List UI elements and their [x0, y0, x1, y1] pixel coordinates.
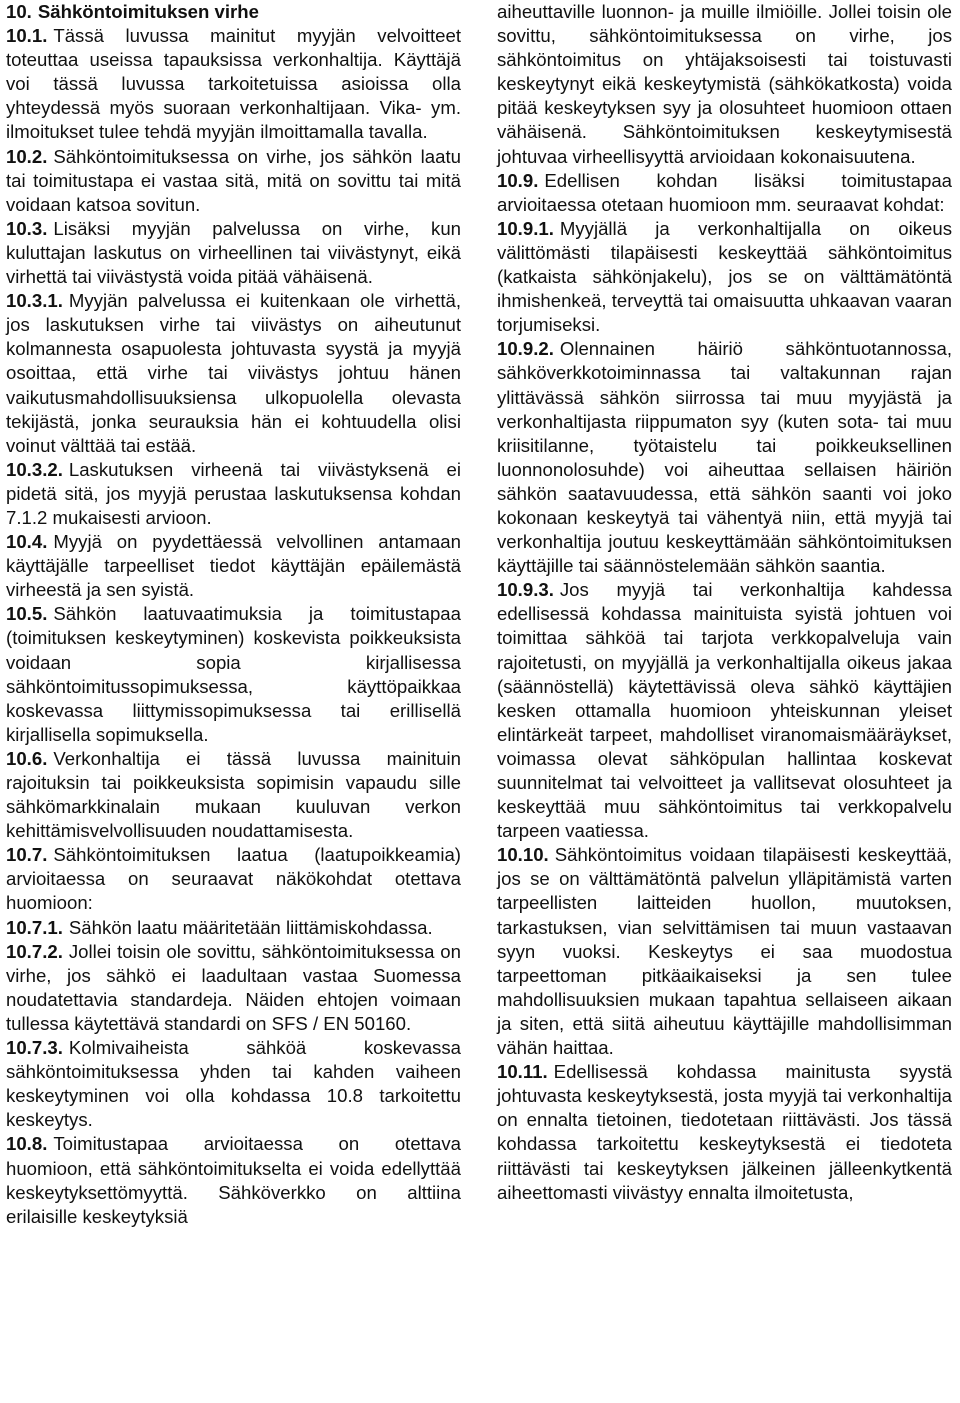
clause-number: 10.3. — [6, 217, 48, 239]
clause-number: 10.5. — [6, 603, 48, 625]
clause-number: 10.9.2. — [497, 338, 554, 360]
clause-number: 10.11. — [497, 1061, 548, 1083]
clause-text: Toimitustapaa arvioitaessa on otettava huomioon, että sähköntoimitukselta ei voida edellyttää keskeytyksettömyyttä. Sähköverkko on alttiina erilaisille keskeytyksiä — [6, 1133, 461, 1227]
clause-text: Lisäksi myyjän palvelussa on virhe, kun kuluttajan laskutus on virheellinen tai viivästynyt, eikä virhettä tai viivästystä voida pitää vähäisenä. — [6, 217, 461, 288]
clause-text: Laskutuksen virheenä tai viivästyksenä ei pidetä sitä, jos myyjä perustaa laskutuksensa kohdan 7.1.2 mukaisesti arvioon. — [6, 458, 461, 528]
heading-text: Sähköntoimituksen virhe — [37, 1, 259, 22]
clause-text: aiheuttaville luonnon- ja muille ilmiöille. Jollei toisin ole sovittu, sähköntoimituksessa on virhe, jos sähköntoimitus on yhtäjaksoisesti tai toistuvasti keskeytynyt eikä keskeytymistä (sähkökatkosta) voida pitää keskeytyksen syy ja olosuhteet huomioon ottaen vähäisenä. Sähköntoimituksen keskeytymisestä johtuvaa virheellisyyttä arvioidaan kokonaisuutena. — [497, 1, 952, 167]
clause-text: Kolmivaiheista sähköä koskevassa sähköntoimituksessa yhden tai kahden vaiheen keskeytyminen voi olla kohdassa 10.8 tarkoitettu keskeytys. — [6, 1037, 461, 1131]
clause-paragraph — [6, 1132, 461, 1228]
clause-paragraph — [6, 530, 461, 602]
clause-number: 10.2. — [6, 145, 48, 167]
clause-text: Edellisen kohdan lisäksi toimitustapaa arvioitaessa otetaan huomioon mm. seuraavat kohdat: — [497, 169, 952, 215]
section-heading — [6, 0, 461, 24]
clause-paragraph — [6, 217, 461, 289]
clause-number: 10.9. — [497, 169, 539, 191]
clause-number: 10.7.2. — [6, 940, 63, 962]
clause-text: Sähköntoimituksen laatua (laatupoikkeamia) arvioitaessa on seuraavat näkökohdat otettava huomioon: — [6, 844, 461, 914]
clause-text: Myyjä on pyydettäessä velvollinen antamaan käyttäjälle tarpeelliset tiedot käyttäjän epäilemästä virheestä ja sen syistä. — [6, 531, 461, 601]
clause-number: 10.9.3. — [497, 579, 554, 601]
clause-number: 10.1. — [6, 25, 48, 47]
clause-paragraph — [6, 747, 461, 843]
right-column — [497, 0, 952, 1403]
clause-number: 10.8. — [6, 1133, 48, 1155]
clause-number: 10.9.1. — [497, 217, 554, 239]
clause-paragraph — [6, 458, 461, 530]
clause-paragraph — [6, 289, 461, 458]
clause-number: 10.4. — [6, 531, 48, 553]
clause-paragraph — [6, 24, 461, 144]
clause-number: 10.3.1. — [6, 290, 63, 312]
clause-paragraph — [497, 0, 952, 169]
clause-number: 10.3.2. — [6, 458, 63, 480]
clause-text: Jollei toisin ole sovittu, sähköntoimituksessa on virhe, jos sähkö ei laadultaan vastaa Suomessa noudatettavia standardeja. Näiden ehtojen voimaan tullessa käytettävä standardi on SFS / EN 50160. — [6, 940, 461, 1034]
clause-text: Jos myyjä tai verkonhaltija kahdessa edellisessä kohdassa mainituista syistä johtuen voi toimittaa sähköä tai tarjota verkkopalveluja vain rajoitetusti, on myyjällä ja verkonhaltijalla oikeus jakaa (säännöstellä) käytettävissä oleva sähkö käyttäjien kesken ottamalla huomioon yhteiskunnan yleiset elintärkeät tarpeet, mahdolliset viranomaismääräykset, voimassa olevat sähköpulan hallintaa koskevat suunnitelmat tai velvoitteet ja vallitsevat olosuhteet ja keskeyttää muu sähköntoimitus tai verkkopalvelu tarpeen vaatiessa. — [497, 579, 952, 842]
clause-paragraph — [6, 940, 461, 1036]
clause-paragraph — [6, 1036, 461, 1132]
clause-text: Sähkön laatuvaatimuksia ja toimitustapaa (toimituksen keskeytyminen) koskevista poikkeuksista voidaan sopia kirjallisessa sähköntoimitussopimuksessa, käyttöpaikkaa koskevassa liittymissopimuksessa tai erillisellä kirjallisella sopimuksella. — [6, 603, 461, 745]
clause-paragraph — [497, 217, 952, 337]
clause-paragraph — [6, 602, 461, 747]
clause-number: 10.7.1. — [6, 916, 63, 938]
clause-number: 10.10. — [497, 844, 549, 866]
clause-number: 10.7.3. — [6, 1037, 63, 1059]
clause-paragraph — [6, 843, 461, 915]
clause-number: 10. — [6, 1, 32, 22]
clause-number: 10.7. — [6, 844, 48, 866]
clause-text: Olennainen häiriö sähköntuotannossa, sähköverkkotoiminnassa tai valtakunnan rajan ylittävässä sähkön siirrossa tai muu myyjästä ja verkonhaltijasta riippumaton syy (kuten sota- tai muu kriisitilanne, työtaistelu tai poikkeuksellinen luonnonolosuhde) voi aiheuttaa sellaisen häiriön sähkön saatavuudessa, että sähkön saanti voi joko kokonaan keskeytyä tai vähentyä niin, että myyjä tai verkonhaltija joutuu keskeyttämään sähköntoimituksen käyttäjille tai säännöstelemään sähkön saantia. — [497, 338, 952, 577]
clause-text: Myyjällä ja verkonhaltijalla on oikeus välittömästi tilapäisesti keskeyttää sähköntoimitus (katkaista sähkönjakelu), jos se on välttämätöntä ihmishenkeä, terveyttä tai omaisuutta uhkaavan vaaran torjumiseksi. — [497, 217, 952, 336]
clause-paragraph — [497, 337, 952, 578]
clause-text: Edellisessä kohdassa mainitusta syystä johtuvasta keskeytyksestä, josta myyjä tai verkonhaltija on ennalta tietoinen, tiedotetaan riittävästi. Jos tässä kohdassa tarkoitettu keskeytyksestä ei tiedoteta riittävästi tai keskeytyksen jälkeinen jälleenkytkentä aiheettomasti viivästyy ennalta ilmoitetusta, — [497, 1061, 952, 1203]
clause-paragraph — [497, 169, 952, 217]
clause-paragraph — [6, 145, 461, 217]
clause-text: Verkonhaltija ei tässä luvussa mainituin rajoituksin tai poikkeuksista sopimisin vapaudu sille sähkömarkkinalain mukaan kuuluvan verkon kehittämisvelvollisuuden noudattamisesta. — [6, 747, 461, 842]
clause-text: Myyjän palvelussa ei kuitenkaan ole virhettä, jos laskutuksen virhe tai viivästys on aiheutunut kolmannesta osapuolesta johtuvasta syystä ja myyjä osoittaa, että virhe tai viivästys johtuu hänen vaikutusmahdollisuuksiensa ulkopuolella olevasta tekijästä, jonka seurauksia hän ei kohtuudella olisi voinut välttää tai estää. — [6, 290, 461, 456]
clause-text: Sähköntoimitus voidaan tilapäisesti keskeyttää, jos se on välttämätöntä palvelun ylläpitämistä varten tarpeellisten laitteiden huollon, muutoksen, tarkastuksen, vian selvittämisen tai muun vastaavan syyn vuoksi. Keskeytys ei saa muodostua tarpeettoman pitkäaikaiseksi ja sen tulee mahdollisuuksien mukaan tapahtua sellaiseen aikaan ja siten, että siitä aiheutuu käyttäjille mahdollisimman vähän haittaa. — [497, 844, 952, 1059]
clause-paragraph — [497, 843, 952, 1060]
clause-number: 10.6. — [6, 747, 48, 769]
clause-text: Tässä luvussa mainitut myyjän velvoitteet toteuttaa useissa tapauksissa verkonhaltija. Käyttäjä voi tässä luvussa tarkoitetuissa asioissa olla yhteydessä myös suoraan verkonhaltijaan. Vika- ym. ilmoitukset tulee tehdä myyjän ilmoittamalla tavalla. — [6, 25, 461, 143]
clause-text: Sähkön laatu määritetään liittämiskohdassa. — [68, 916, 433, 938]
clause-paragraph — [497, 578, 952, 843]
clause-paragraph — [6, 916, 461, 940]
clause-text: Sähköntoimituksessa on virhe, jos sähkön laatu tai toimitustapa ei vastaa sitä, mitä on sovittu tai mitä voidaan katsoa sovitun. — [6, 145, 461, 215]
left-column — [6, 0, 461, 1403]
clause-paragraph — [497, 1060, 952, 1205]
